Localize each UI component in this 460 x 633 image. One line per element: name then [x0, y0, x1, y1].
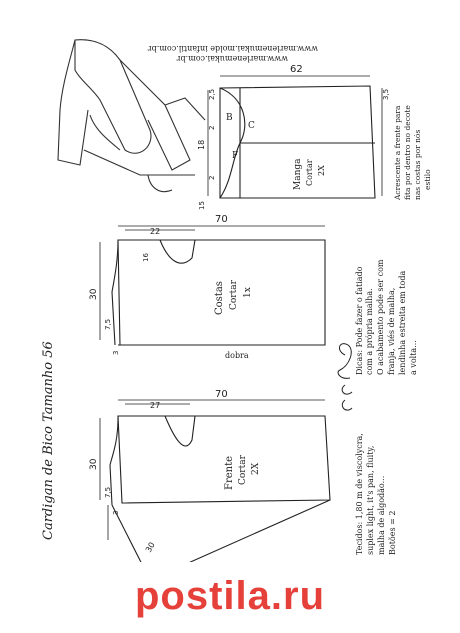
watermark-text: postila.ru [134, 574, 326, 618]
fabric-line: suplex light, it's pan, fluity, [366, 445, 375, 555]
sleeve-note-line: estilo [423, 169, 432, 190]
sleeve-cap-label: 18 [197, 139, 206, 150]
tips-line: a volta... [409, 340, 418, 375]
sleeve-piece-qty: 2X [317, 165, 326, 176]
front-piece-qty: 2X [251, 462, 261, 475]
sleeve-letter-f: F [232, 151, 239, 161]
back-piece-name: Costas [214, 281, 225, 315]
sleeve-small-a-label: 2 [208, 125, 216, 130]
sleeve-width-top-label: 2,5 [208, 88, 216, 100]
tips-line: franja, viés de malha, [387, 287, 396, 375]
back-length-label: 70 [215, 214, 228, 225]
fabric-line: Tecidos: 1,80 m de viscolycra, [355, 433, 364, 555]
front-width-label: 30 [89, 458, 99, 470]
back-shoulder-label: 7,5 [104, 318, 112, 330]
sleeve-letter-c: C [248, 121, 255, 131]
website-line-1: www.marlenemukai.com.br [176, 54, 288, 63]
front-shoulder-label: 7,5 [104, 486, 112, 498]
back-piece-qty: 1x [243, 287, 253, 298]
back-fold-label: dobra [225, 351, 249, 360]
front-length-label: 70 [215, 389, 228, 400]
back-width-label: 30 [89, 288, 99, 300]
sleeve-piece-cut: Cortar [305, 159, 314, 186]
tips-line: com a própria malha. [365, 288, 374, 375]
front-small-label: 3 [112, 510, 120, 515]
front-piece-name: Frente [224, 455, 235, 490]
back-neck-depth-label: 16 [142, 253, 150, 262]
back-piece-cut: Cortar [229, 280, 239, 310]
sleeve-small-b-label: 2 [208, 175, 216, 180]
back-neck-width-label: 22 [150, 227, 161, 236]
front-top-label: 30 [143, 540, 157, 554]
tips-line: Dicas: Pode fazer o fatiado [355, 266, 364, 375]
sleeve-note-line: fita por dentro no decote [403, 105, 412, 200]
tips-line: O acabamento pode ser com [376, 259, 385, 375]
sleeve-letter-b: B [226, 113, 233, 123]
website-line-2: www.marlenemukai.molde infantil.com.br [147, 44, 318, 53]
back-small-label: 3 [112, 350, 120, 355]
sleeve-length-label: 62 [290, 64, 303, 75]
fabric-line: Botões = 2 [388, 510, 397, 555]
sleeve-side-label: 3,5 [382, 88, 390, 100]
front-piece-cut: Cortar [238, 455, 248, 485]
sleeve-note-line: nas costas por nós [413, 129, 422, 200]
sleeve-piece-name: Manga [293, 158, 303, 190]
pattern-title: Cardigan de Bico Tamanho 56 [41, 341, 56, 540]
sleeve-width-bottom-label: 15 [198, 201, 206, 210]
tips-line: lendinha estreita em toda [398, 270, 407, 375]
front-neck-width-label: 27 [150, 401, 161, 410]
fabric-line: malha de algodão... [377, 475, 386, 555]
sleeve-note-line: Acrescente a frente para [393, 105, 402, 200]
